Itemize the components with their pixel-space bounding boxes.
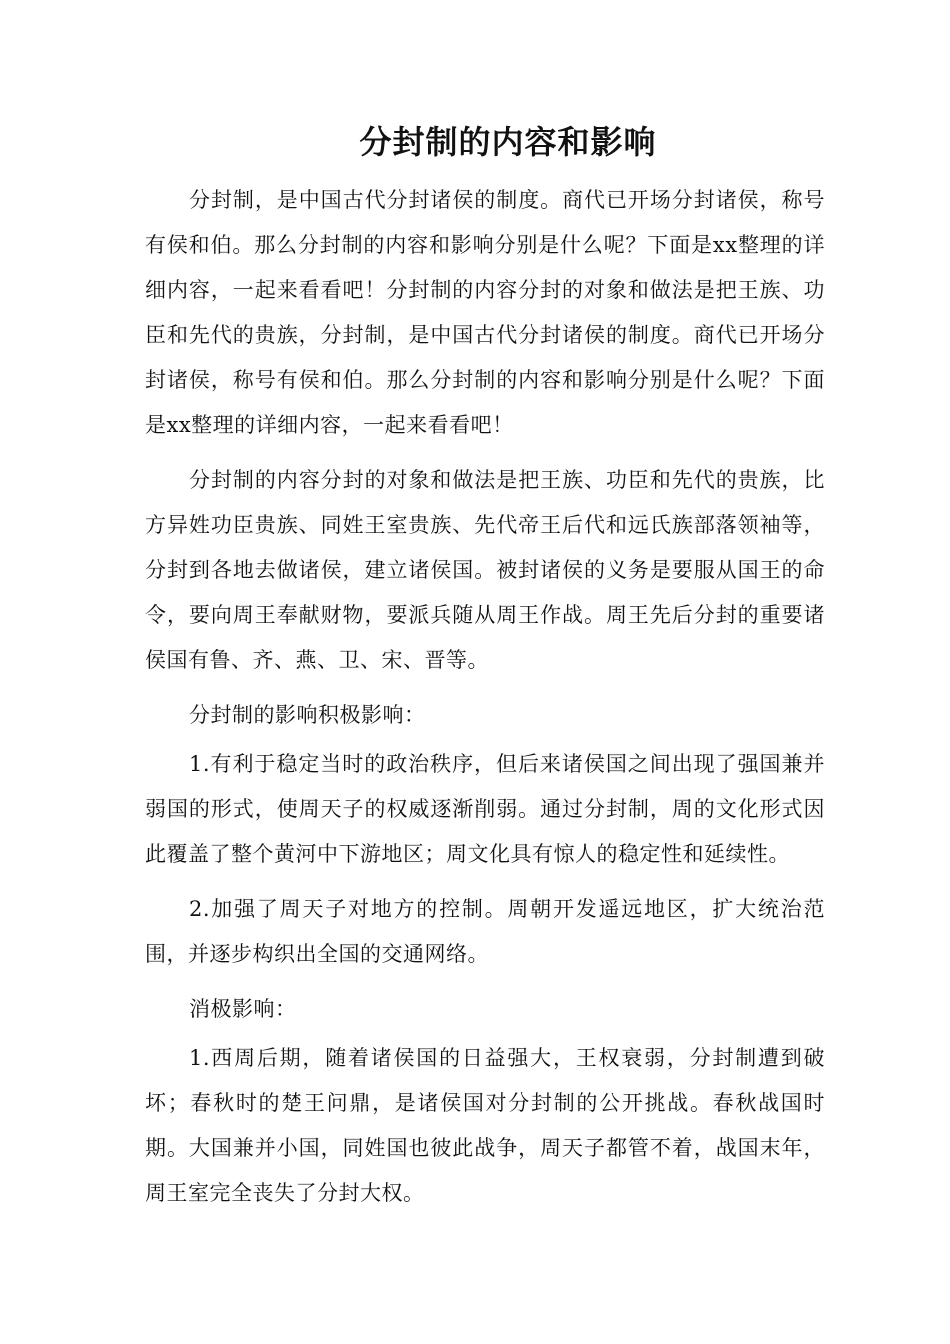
paragraph-positive-2: 2.加强了周天子对地方的控制。周朝开发遥远地区，扩大统治范围，并逐步构织出全国的交通网络。 bbox=[145, 897, 825, 966]
document-body bbox=[145, 178, 825, 1226]
paragraph-positive-heading: 分封制的影响积极影响： bbox=[189, 703, 426, 727]
paragraph-content: 分封制的内容分封的对象和做法是把王族、功臣和先代的贵族，比方异姓功臣贵族、同姓王室贵族、先代帝王后代和远氏族部落领袖等，分封到各地去做诸侯，建立诸侯国。被封诸侯的义务是要服从国王的命令，要向周王奉献财物，要派兵随从周王作战。周王先后分封的重要诸侯国有鲁、齐、燕、卫、宋、晋等。 bbox=[145, 468, 825, 672]
paragraph-negative-heading: 消极影响： bbox=[189, 997, 297, 1021]
document-title: 分封制的内容和影响 bbox=[359, 123, 657, 161]
paragraph-negative-1: 1.西周后期，随着诸侯国的日益强大，王权衰弱，分封制遭到破坏；春秋时的楚王问鼎，是诸侯国对分封制的公开挑战。春秋战国时期。大国兼并小国，同姓国也彼此战争，周天子都管不着，战国末年，周王室完全丧失了分封大权。 bbox=[145, 1046, 825, 1205]
paragraph-intro: 分封制，是中国古代分封诸侯的制度。商代已开场分封诸侯，称号有侯和伯。那么分封制的内容和影响分别是什么呢？下面是xx整理的详细内容，一起来看看吧！分封制的内容分封的对象和做法是把王族、功臣和先代的贵族，分封制，是中国古代分封诸侯的制度。商代已开场分封诸侯，称号有侯和伯。那么分封制的内容和影响分别是什么呢？下面是xx整理的详细内容，一起来看看吧！ bbox=[145, 188, 825, 437]
paragraph-positive-1: 1.有利于稳定当时的政治秩序，但后来诸侯国之间出现了强国兼并弱国的形式，使周天子的权威逐渐削弱。通过分封制，周的文化形式因此覆盖了整个黄河中下游地区；周文化具有惊人的稳定性和延续性。 bbox=[145, 752, 825, 866]
